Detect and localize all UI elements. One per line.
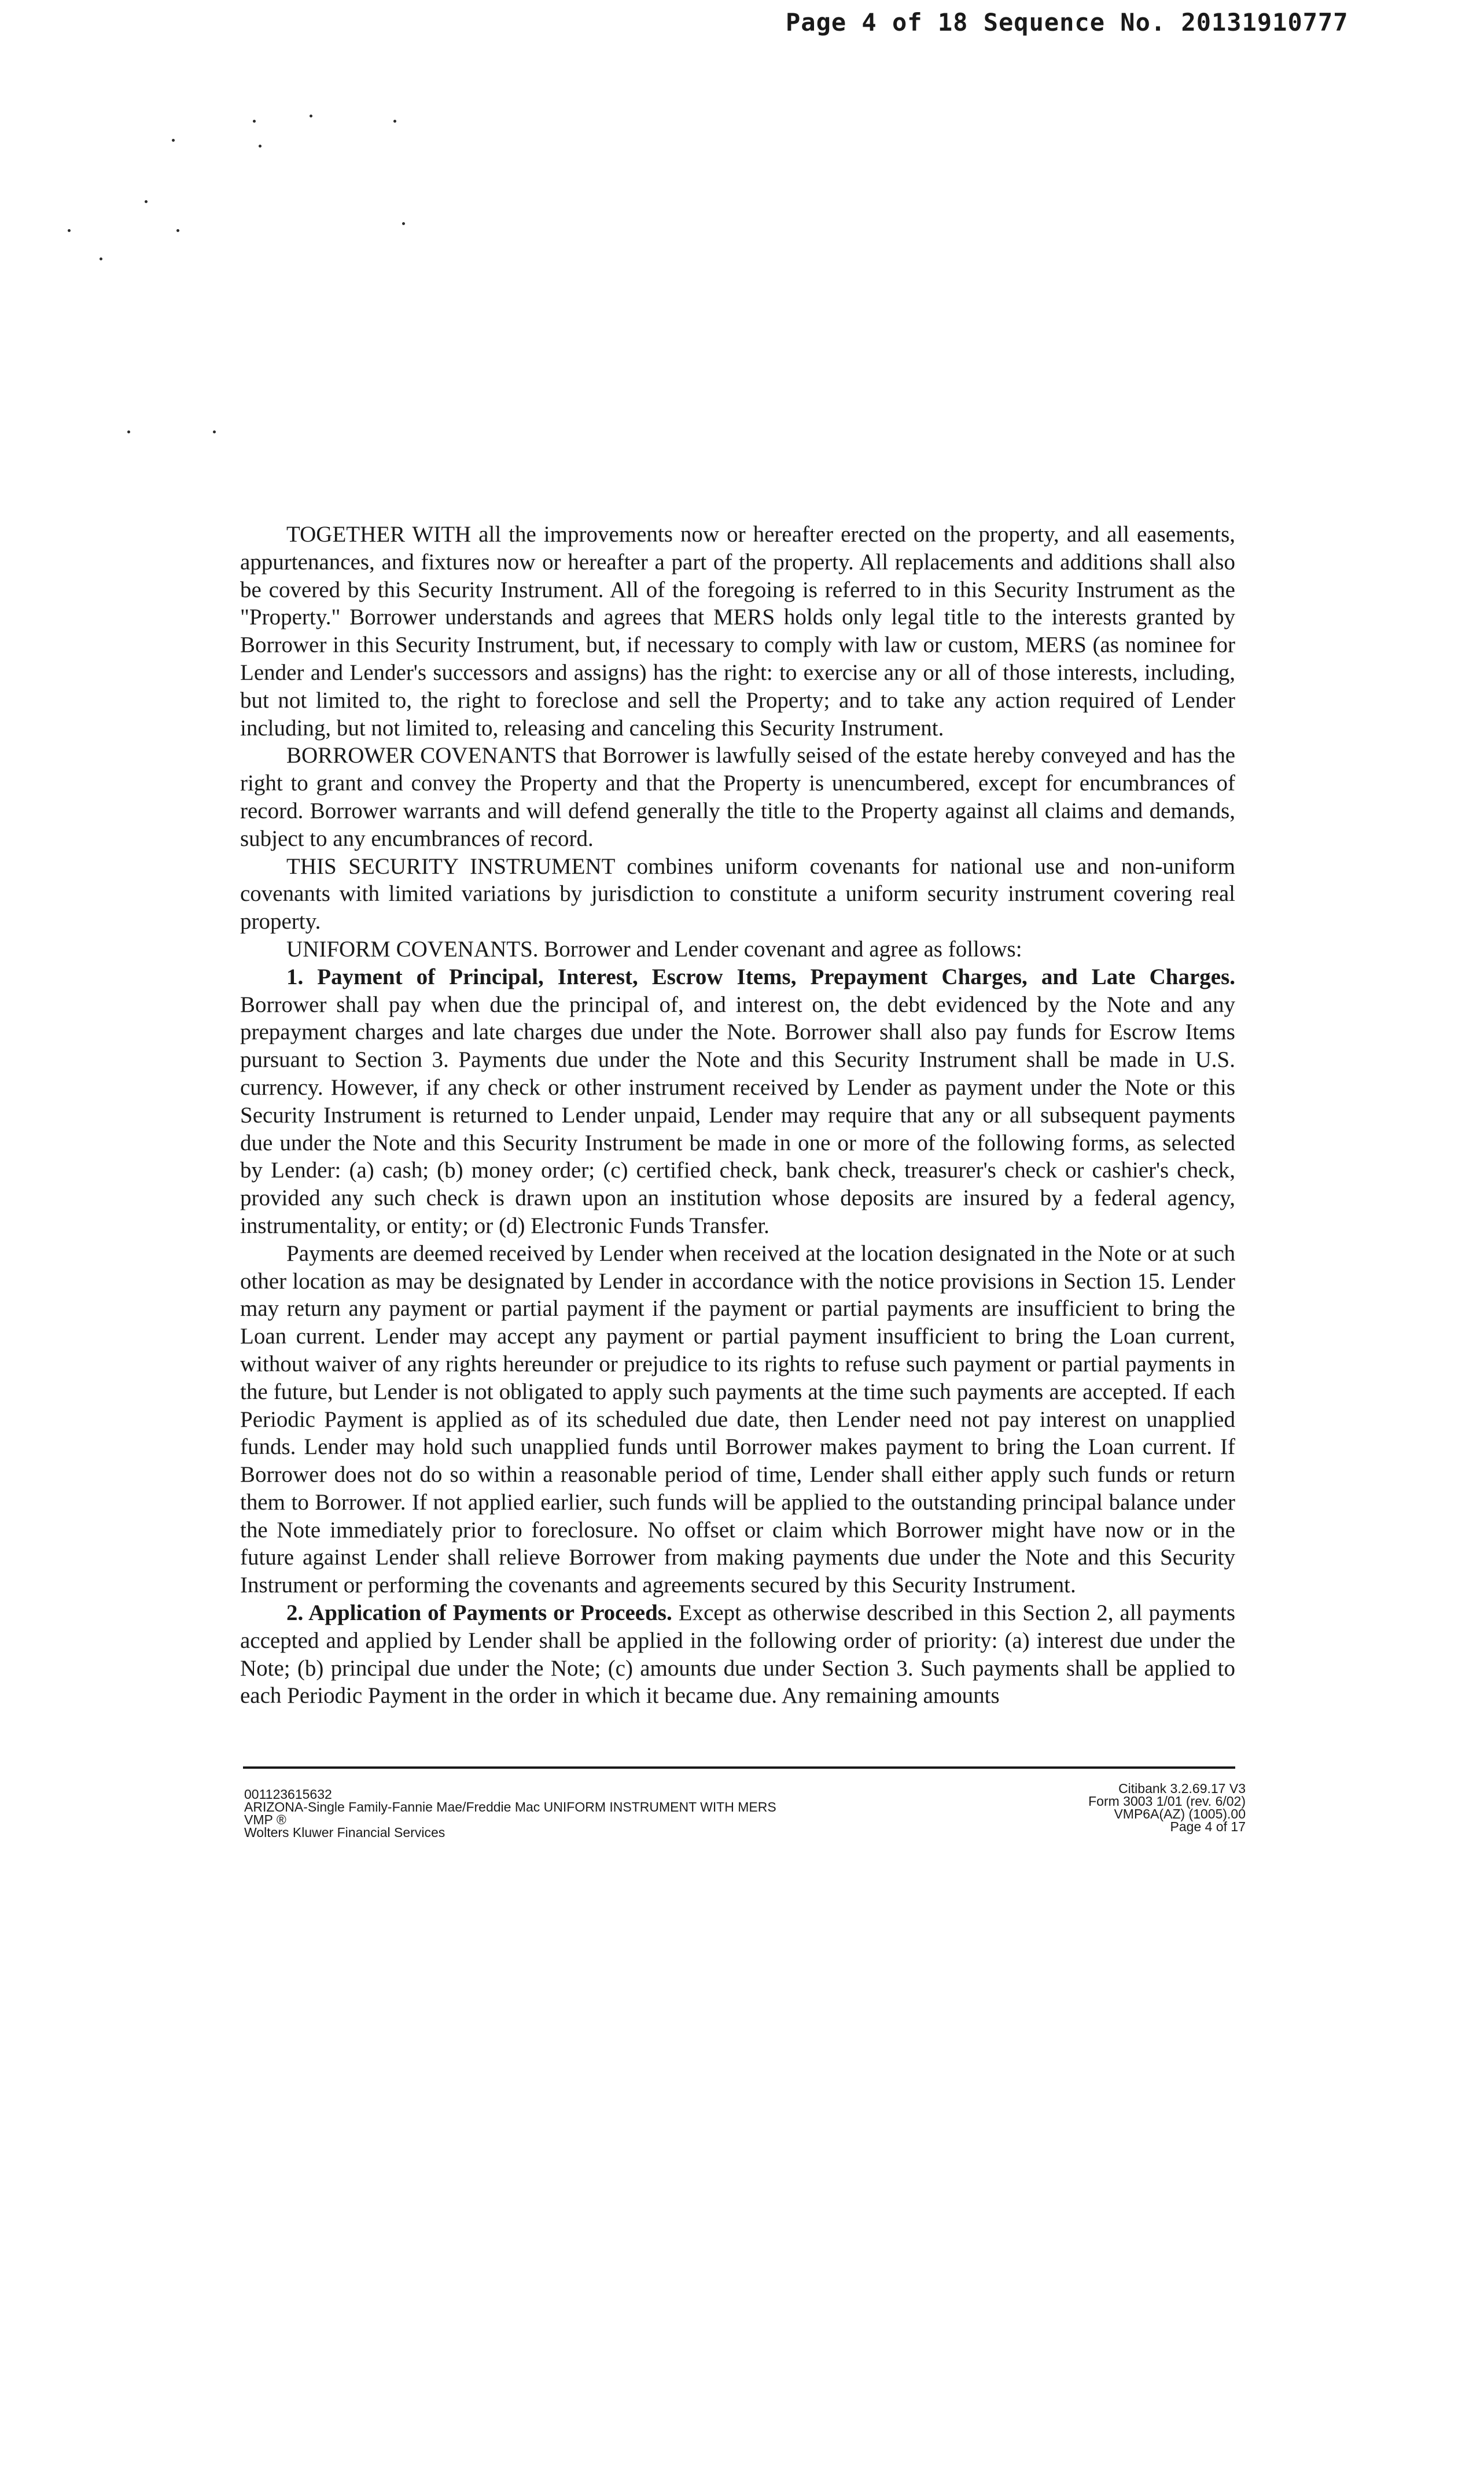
uniform-covenants-paragraph: UNIFORM COVENANTS. Borrower and Lender covenant and agree as follows: xyxy=(286,936,1022,962)
page-sequence-stamp: Page 4 of 18 Sequence No. 20131910777 xyxy=(786,8,1349,36)
instrument-description: ARIZONA-Single Family-Fannie Mae/Freddie Mac UNIFORM INSTRUMENT WITH MERS xyxy=(244,1799,776,1814)
security-instrument-paragraph: THIS SECURITY INSTRUMENT combines uniform covenants for national use and non-uniform covenants with limited variations by jurisdiction to constitute a uniform security instrument covering real property. xyxy=(240,853,1235,934)
lender-form-version: Citibank 3.2.69.17 V3 xyxy=(1118,1781,1246,1796)
vmp-form-code: VMP6A(AZ) (1005).00 xyxy=(1114,1806,1246,1821)
section-2-text: Except as otherwise described in this Section 2, all payments accepted and applied by Lender shall be applied in the following order of priority: (a) interest due under the Note; (b) principal due under the Note; (c) amounts due under Section 3. Such payments shall be applied to each Periodic Payment in the order in which it became due. Any remaining amounts xyxy=(240,1600,1235,1709)
form-page-number: Page 4 of 17 xyxy=(1170,1819,1246,1834)
section-2-heading: 2. Application of Payments or Proceeds. xyxy=(286,1600,672,1626)
section-2-paragraph xyxy=(240,1599,1235,1710)
section-1-text: Borrower shall pay when due the principal of, and interest on, the debt evidenced by the Note and any prepayment charges and late charges due under the Note. Borrower shall also pay funds for Escrow Items pursuant to Section 3. Payments due under the Note and this Security Instrument shall be made in U.S. currency. However, if any check or other instrument received by Lender as payment under the Note or this Security Instrument is returned to Lender unpaid, Lender may require that any or all subsequent payments due under the Note and this Security Instrument be made in one or more of the following forms, as selected by Lender: (a) cash; (b) money order; (c) certified check, bank check, treasurer's check or cashier's check, provided any such check is drawn upon an institution whose deposits are insured by a federal agency, instrumentality, or entity; or (d) Electronic Funds Transfer. xyxy=(240,992,1235,1238)
document-body xyxy=(240,521,1235,1710)
section-1-paragraph xyxy=(240,963,1235,1240)
loan-number: 001123615632 xyxy=(244,1787,332,1802)
together-with-paragraph: TOGETHER WITH all the improvements now or hereafter erected on the property, and all easements, appurtenances, and fixtures now or hereafter a part of the property. All replacements and additions shall also be covered by this Security Instrument. All of the foregoing is referred to in this Security Instrument as the "Property." Borrower understands and agrees that MERS holds only legal title to the interests granted by Borrower in this Security Instrument, but, if necessary to comply with law or custom, MERS (as nominee for Lender and Lender's successors and assigns) has the right: to exercise any or all of those interests, including, but not limited to, the right to foreclose and sell the Property; and to take any action required of Lender including, but not limited to, releasing and canceling this Security Instrument. xyxy=(240,522,1235,741)
borrower-covenants-paragraph: BORROWER COVENANTS that Borrower is lawfully seised of the estate hereby conveyed and has the right to grant and convey the Property and that the Property is unencumbered, except for encumbrances of record. Borrower warrants and will defend generally the title to the Property against all claims and demands, subject to any encumbrances of record. xyxy=(240,743,1235,851)
vmp-mark: VMP ® xyxy=(244,1812,286,1827)
footer-right-block xyxy=(1088,1782,1246,1833)
section-1-heading: 1. Payment of Principal, Interest, Escrow Items, Prepayment Charges, and Late Charges. xyxy=(286,964,1235,989)
publisher-name: Wolters Kluwer Financial Services xyxy=(244,1825,445,1840)
section-1-payments-paragraph: Payments are deemed received by Lender when received at the location designated in the Note or at such other location as may be designated by Lender in accordance with the notice provisions in Section 15. Lender may return any payment or partial payment if the payment or partial payments are insufficient to bring the Loan current. Lender may accept any payment or partial payment insufficient to bring the Loan current, without waiver of any rights hereunder or prejudice to its rights to refuse such payment or partial payments in the future, but Lender is not obligated to apply such payments at the time such payments are accepted. If each Periodic Payment is applied as of its scheduled due date, then Lender need not pay interest on unapplied funds. Lender may hold such unapplied funds until Borrower makes payment to bring the Loan current. If Borrower does not do so within a reasonable period of time, Lender shall either apply such funds or return them to Borrower. If not applied earlier, such funds will be applied to the outstanding principal balance under the Note immediately prior to foreclosure. No offset or claim which Borrower might have now or in the future against Lender shall relieve Borrower from making payments due under the Note and this Security Instrument or performing the covenants and agreements secured by this Security Instrument. xyxy=(240,1240,1235,1598)
footer-left-block xyxy=(244,1788,776,1839)
footer-divider xyxy=(243,1766,1235,1769)
form-number: Form 3003 1/01 (rev. 6/02) xyxy=(1088,1794,1246,1809)
